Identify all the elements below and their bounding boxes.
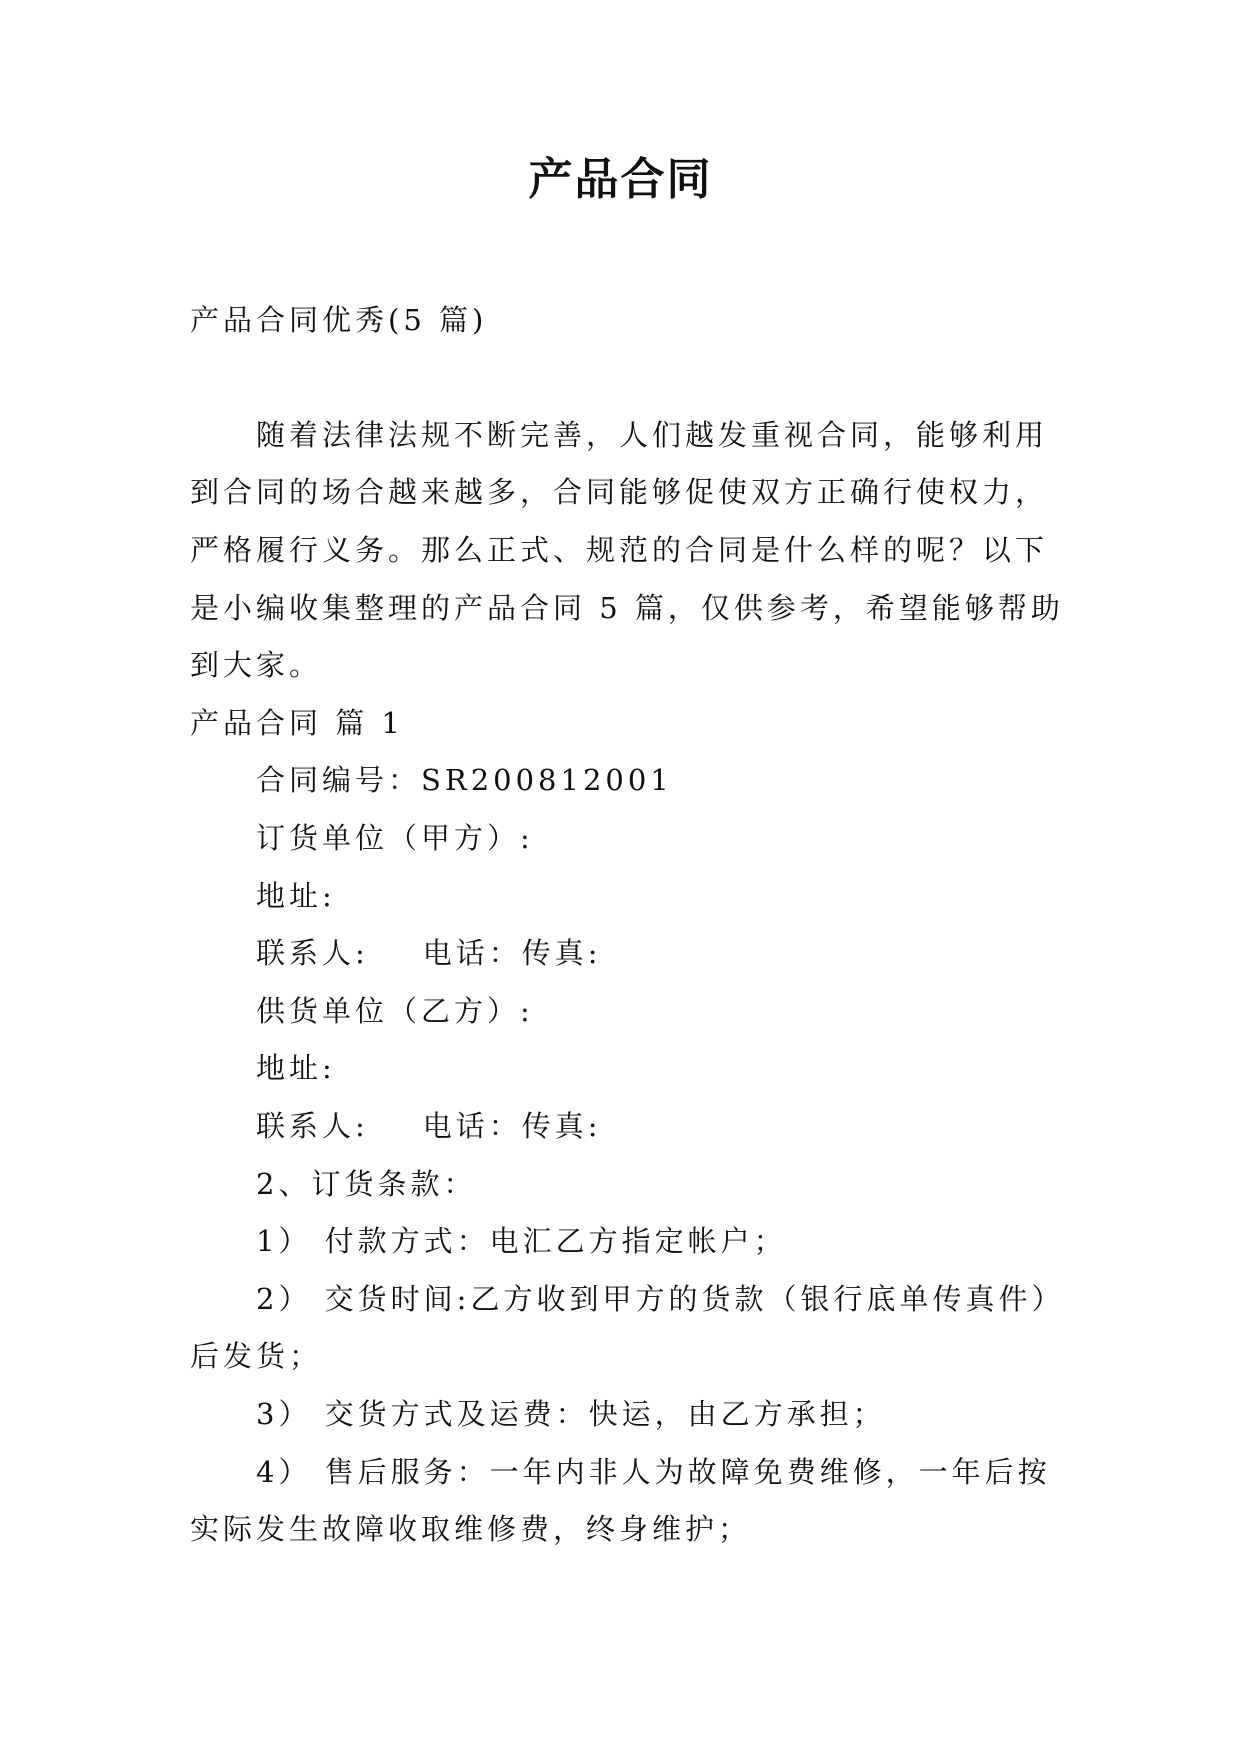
party-a-unit: 订货单位（甲方）:: [256, 821, 534, 855]
party-a-contact: 联系人:: [256, 936, 369, 970]
term-delivery-method: 3） 交货方式及运费：快运，由乙方承担；: [256, 1397, 886, 1431]
intro-line-5: 到大家。: [190, 648, 323, 682]
term-payment: 1） 付款方式：电汇乙方指定帐户；: [256, 1224, 787, 1258]
party-b-contact: 联系人:: [256, 1109, 369, 1143]
intro-line-1: 随着法律法规不断完善，人们越发重视合同，能够利用: [256, 418, 1049, 452]
document-title: 产品合同: [528, 154, 713, 205]
party-b-contact-row: [256, 1106, 602, 1146]
term-after-sales-line-1: 4） 售后服务：一年内非人为故障免费维修，一年后按: [256, 1455, 1051, 1489]
party-a-address: 地址:: [256, 879, 336, 913]
party-b-address: 地址:: [256, 1051, 336, 1085]
party-a-phone-fax: 电话：传真:: [422, 936, 602, 970]
terms-heading: 2、订货条款：: [256, 1167, 477, 1201]
party-b-phone-fax: 电话：传真:: [422, 1109, 602, 1143]
intro-line-2: 到合同的场合越来越多，合同能够促使双方正确行使权力，: [190, 475, 1049, 509]
term-delivery-time-line-2: 后发货；: [190, 1339, 323, 1373]
intro-line-3: 严格履行义务。那么正式、规范的合同是什么样的呢？以下: [190, 533, 1049, 567]
term-after-sales-line-2: 实际发生故障收取维修费，终身维护；: [190, 1512, 752, 1546]
term-delivery-time-line-1: 2） 交货时间:乙方收到甲方的货款（银行底单传真件）: [256, 1282, 1065, 1316]
party-b-unit: 供货单位（乙方）:: [256, 994, 534, 1028]
document-subtitle: 产品合同优秀(5 篇): [190, 303, 488, 337]
contract-number: 合同编号：SR200812001: [256, 763, 673, 797]
section-heading: 产品合同 篇 1: [190, 706, 404, 740]
intro-line-4: 是小编收集整理的产品合同 5 篇，仅供参考，希望能够帮助: [190, 591, 1064, 625]
party-a-contact-row: [256, 933, 602, 973]
